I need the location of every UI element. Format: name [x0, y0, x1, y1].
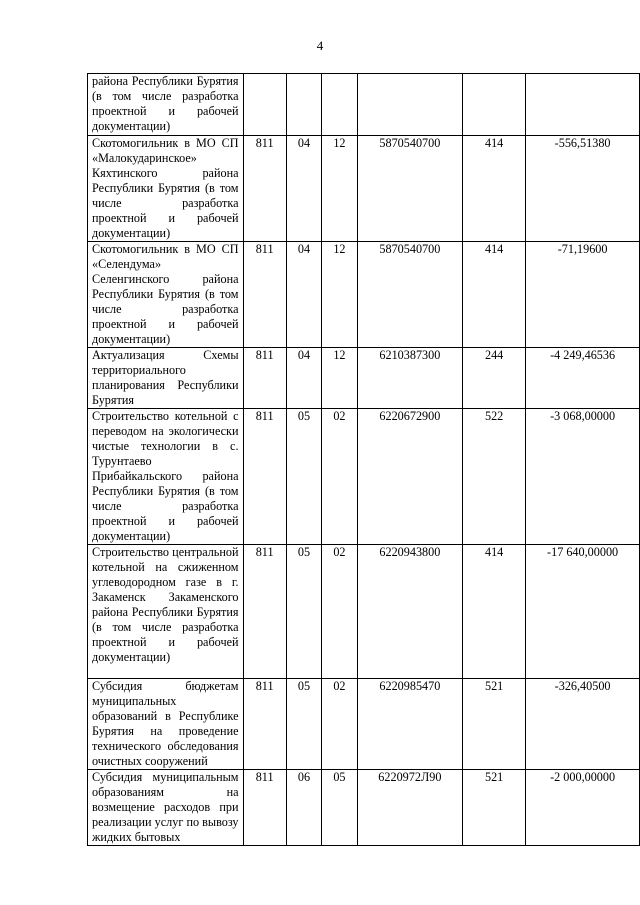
cell-target-article: 6220672900	[357, 409, 462, 545]
cell-description	[88, 74, 244, 136]
cell-section: 04	[286, 242, 321, 348]
table-row	[88, 74, 640, 136]
description-text: Субсидия бюджетам муниципальных образований в Республике Бурятия на проведение технического обследования очистных сооружений	[92, 679, 239, 768]
cell-subsection: 05	[322, 770, 357, 846]
cell-amount	[526, 74, 640, 136]
cell-amount: -3 068,00000	[526, 409, 640, 545]
cell-expense-type: 244	[463, 348, 526, 409]
budget-table	[87, 73, 640, 846]
table-row	[88, 242, 640, 348]
cell-expense-type: 414	[463, 242, 526, 348]
description-text: Строительство котельной с переводом на экологически чистые технологии в с. Турунтаево Прибайкальского района Республики Бурятия (в том числе разработка проектной и рабочей документации)	[92, 409, 239, 543]
description-text: Скотомогильник в МО СП «Селендума» Селенгинского района Республики Бурятия (в том числе разработка проектной и рабочей документации)	[92, 242, 239, 346]
cell-description	[88, 409, 244, 545]
cell-target-article: 5870540700	[357, 136, 462, 242]
table-row	[88, 348, 640, 409]
cell-grbs: 811	[243, 770, 286, 846]
cell-amount: -71,19600	[526, 242, 640, 348]
cell-target-article: 6210387300	[357, 348, 462, 409]
cell-expense-type: 521	[463, 770, 526, 846]
cell-description	[88, 545, 244, 679]
table-row	[88, 679, 640, 770]
description-text: Субсидия муниципальным образованиям на возмещение расходов при реализации услуг по вывозу жидких бытовых	[92, 770, 239, 844]
table-row	[88, 770, 640, 846]
cell-subsection	[322, 74, 357, 136]
cell-amount: -2 000,00000	[526, 770, 640, 846]
cell-subsection: 02	[322, 679, 357, 770]
cell-expense-type: 521	[463, 679, 526, 770]
cell-grbs: 811	[243, 679, 286, 770]
description-text: района Республики Бурятия (в том числе разработка проектной и рабочей документации)	[92, 74, 239, 133]
cell-section: 04	[286, 348, 321, 409]
cell-expense-type: 414	[463, 136, 526, 242]
table-row	[88, 136, 640, 242]
cell-target-article	[357, 74, 462, 136]
description-text: Строительство центральной котельной на сжиженном углеводородном газе в г. Закаменск Закаменского района Республики Бурятия (в том числе разработка проектной и рабочей документации)	[92, 545, 239, 664]
page-number: 4	[316, 38, 324, 53]
cell-grbs	[243, 74, 286, 136]
cell-section: 04	[286, 136, 321, 242]
cell-section: 05	[286, 679, 321, 770]
cell-amount: -4 249,46536	[526, 348, 640, 409]
cell-target-article: 6220943800	[357, 545, 462, 679]
cell-description	[88, 242, 244, 348]
cell-subsection: 02	[322, 545, 357, 679]
cell-subsection: 12	[322, 242, 357, 348]
cell-description	[88, 770, 244, 846]
cell-amount: -326,40500	[526, 679, 640, 770]
cell-section: 06	[286, 770, 321, 846]
cell-subsection: 12	[322, 136, 357, 242]
budget-table-body	[88, 74, 640, 846]
cell-grbs: 811	[243, 348, 286, 409]
description-text: Скотомогильник в МО СП «Малокударинское» Кяхтинского района Республики Бурятия (в том числе разработка проектной и рабочей документации)	[92, 136, 239, 240]
cell-target-article: 6220985470	[357, 679, 462, 770]
cell-grbs: 811	[243, 136, 286, 242]
cell-amount: -17 640,00000	[526, 545, 640, 679]
cell-section	[286, 74, 321, 136]
description-text: Актуализация Схемы территориального планирования Республики Бурятия	[92, 348, 239, 407]
cell-subsection: 02	[322, 409, 357, 545]
cell-grbs: 811	[243, 242, 286, 348]
cell-expense-type: 522	[463, 409, 526, 545]
table-row	[88, 545, 640, 679]
cell-description	[88, 679, 244, 770]
cell-grbs: 811	[243, 409, 286, 545]
cell-subsection: 12	[322, 348, 357, 409]
cell-description	[88, 136, 244, 242]
cell-description	[88, 348, 244, 409]
cell-grbs: 811	[243, 545, 286, 679]
cell-expense-type: 414	[463, 545, 526, 679]
cell-expense-type	[463, 74, 526, 136]
cell-target-article: 6220972Л90	[357, 770, 462, 846]
cell-section: 05	[286, 545, 321, 679]
cell-amount: -556,51380	[526, 136, 640, 242]
cell-target-article: 5870540700	[357, 242, 462, 348]
table-row	[88, 409, 640, 545]
cell-section: 05	[286, 409, 321, 545]
